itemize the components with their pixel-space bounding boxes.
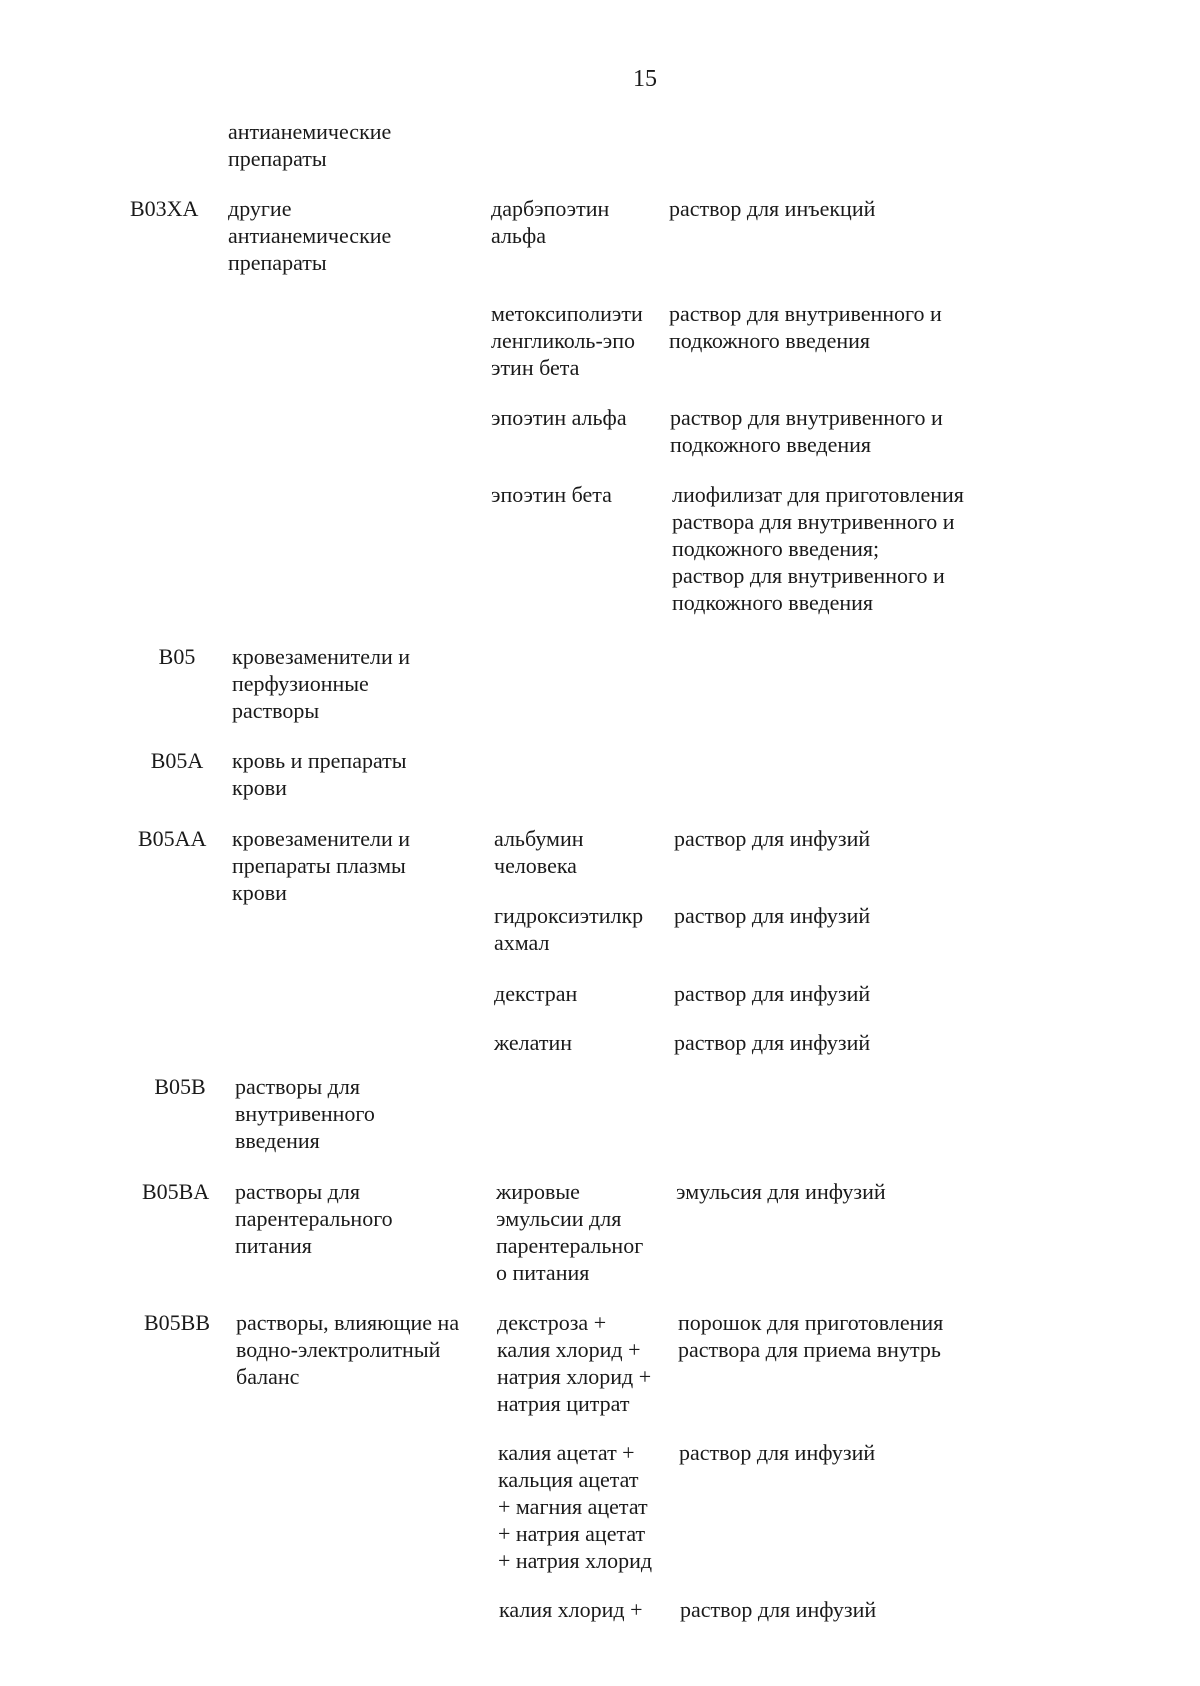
row-substance: калия ацетат + кальция ацетат + магния ацетат + натрия ацетат + натрия хлорид bbox=[498, 1440, 653, 1573]
row-substance: дарбэпоэтин альфа bbox=[491, 196, 610, 248]
row-form: раствор для инфузий bbox=[679, 1440, 876, 1465]
row-substance: гидроксиэтилкр ахмал bbox=[494, 903, 644, 955]
row-group: растворы для внутривенного введения bbox=[235, 1074, 375, 1153]
row-group: антианемические препараты bbox=[228, 119, 392, 171]
row-group: растворы для парентерального питания bbox=[235, 1179, 393, 1258]
row-substance: жировые эмульсии для парентеральног о питания bbox=[496, 1179, 644, 1285]
row-substance: декстроза + калия хлорид + натрия хлорид + натрия цитрат bbox=[497, 1310, 652, 1416]
row-code: B05AA bbox=[138, 826, 207, 851]
row-code: B05 bbox=[158, 644, 196, 669]
row-substance: эпоэтин альфа bbox=[491, 405, 627, 430]
row-form: раствор для инфузий bbox=[674, 981, 871, 1006]
row-code: B05B bbox=[154, 1074, 206, 1099]
row-form: порошок для приготовления раствора для приема внутрь bbox=[678, 1310, 944, 1362]
row-substance: калия хлорид + bbox=[499, 1597, 643, 1622]
row-form: раствор для инфузий bbox=[674, 903, 871, 928]
row-group: растворы, влияющие на водно-электролитный баланс bbox=[236, 1310, 460, 1389]
row-code: B05BB bbox=[144, 1310, 211, 1335]
row-group: другие антианемические препараты bbox=[228, 196, 392, 275]
row-group: кровезаменители и перфузионные растворы bbox=[232, 644, 411, 723]
row-form: раствор для инфузий bbox=[674, 1030, 871, 1055]
row-form: раствор для инъекций bbox=[669, 196, 876, 221]
row-form: раствор для внутривенного и подкожного введения bbox=[670, 405, 943, 457]
row-form: раствор для внутривенного и подкожного введения bbox=[669, 301, 942, 353]
row-code: B03XA bbox=[130, 196, 199, 221]
row-form: раствор для инфузий bbox=[680, 1597, 877, 1622]
row-substance: декстран bbox=[494, 981, 578, 1006]
row-form: эмульсия для инфузий bbox=[676, 1179, 886, 1204]
row-substance: альбумин человека bbox=[494, 826, 584, 878]
row-substance: эпоэтин бета bbox=[491, 482, 612, 507]
row-code: B05A bbox=[150, 748, 204, 773]
row-substance: желатин bbox=[494, 1030, 573, 1055]
row-code: B05BA bbox=[142, 1179, 210, 1204]
row-group: кровезаменители и препараты плазмы крови bbox=[232, 826, 411, 905]
row-form: лиофилизат для приготовления раствора для внутривенного и подкожного введения; раствор для внутривенного и подкожного введения bbox=[672, 482, 964, 615]
row-group: кровь и препараты крови bbox=[232, 748, 407, 800]
row-form: раствор для инфузий bbox=[674, 826, 871, 851]
page-number: 15 bbox=[633, 66, 657, 92]
row-substance: метоксиполиэти ленгликоль-эпо этин бета bbox=[491, 301, 643, 380]
